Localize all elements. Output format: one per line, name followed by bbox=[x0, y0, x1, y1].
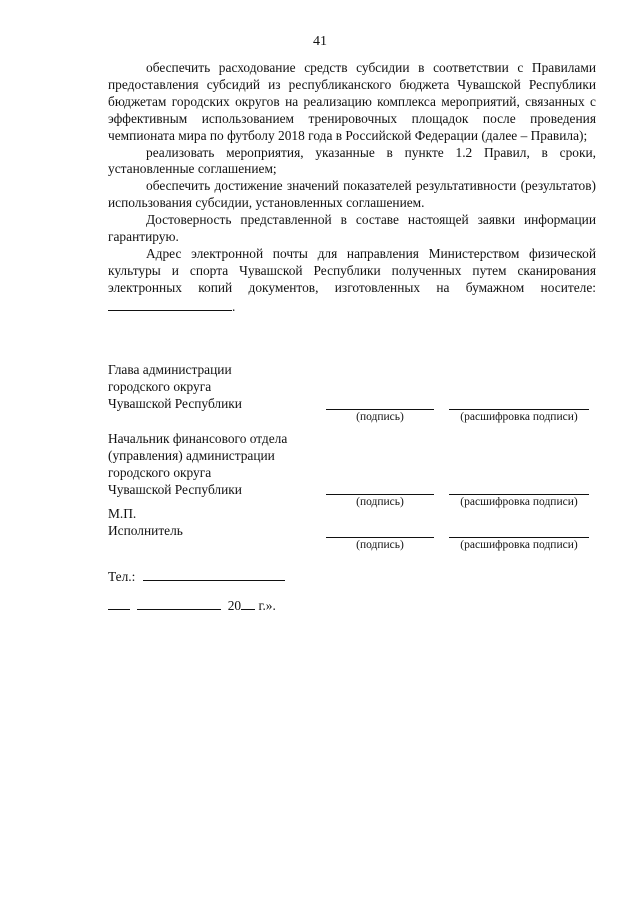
signature-block-finance bbox=[108, 431, 287, 499]
finance-signature-caption: (подпись) bbox=[356, 496, 404, 508]
executor-decode-caption: (расшифровка подписи) bbox=[460, 539, 578, 551]
finance-title-line: Чувашской Республики bbox=[108, 481, 242, 497]
date-line bbox=[108, 597, 276, 614]
finance-decode-line[interactable] bbox=[449, 494, 589, 495]
date-suffix: г.». bbox=[258, 598, 276, 613]
finance-signature-line[interactable] bbox=[326, 494, 434, 495]
paragraph-email-address: Адрес электронной почты для направления Министерством физической культуры и спорта Чувашской Республики полученных путем сканирования электронных копий документов, изготовленных на бумажном носителе: bbox=[108, 245, 596, 295]
paragraph-ensure-spending: обеспечить расходование средств субсидии в соответствии с Правилами предоставления субсидий из республиканского бюджета Чувашской Республики бюджетам городских округов на реализацию комплекса мероприятий, связанных с эффективным использованием тренировочных площадок после проведения чемпионата мира по футболу 2018 года в Российской Федерации (далее – Правила); bbox=[108, 60, 596, 143]
head-decode-caption: (расшифровка подписи) bbox=[460, 411, 578, 423]
page-number: 41 bbox=[313, 34, 327, 49]
executor-signature-line[interactable] bbox=[326, 537, 434, 538]
email-field-line bbox=[108, 298, 596, 316]
date-day-blank[interactable] bbox=[108, 597, 130, 610]
finance-title-line: Начальник финансового отдела bbox=[108, 431, 288, 446]
phone-label: Тел.: bbox=[108, 569, 136, 584]
email-blank-field[interactable] bbox=[108, 298, 232, 311]
phone-input[interactable] bbox=[143, 568, 285, 581]
signature-block-head bbox=[108, 362, 242, 413]
finance-decode-caption: (расшифровка подписи) bbox=[460, 496, 578, 508]
head-title-line: Глава администрации bbox=[108, 362, 232, 377]
email-end-period: . bbox=[232, 298, 236, 314]
finance-title-line: (управления) администрации bbox=[108, 447, 275, 463]
executor-label: Исполнитель bbox=[108, 522, 183, 538]
date-year-blank[interactable] bbox=[241, 597, 255, 610]
finance-title-line: городского округа bbox=[108, 464, 212, 480]
signature-block-executor bbox=[108, 506, 183, 540]
body-text bbox=[108, 60, 596, 316]
paragraph-reliability: Достоверность представленной в составе настоящей заявки информации гарантирую. bbox=[108, 212, 596, 245]
paragraph-ensure-indicators: обеспечить достижение значений показателей результативности (результатов) использования субсидии, установленных соглашением. bbox=[108, 178, 596, 211]
date-month-blank[interactable] bbox=[137, 597, 221, 610]
head-decode-line[interactable] bbox=[449, 409, 589, 410]
head-signature-line[interactable] bbox=[326, 409, 434, 410]
executor-decode-line[interactable] bbox=[449, 537, 589, 538]
head-title-line: городского округа bbox=[108, 378, 212, 394]
head-signature-caption: (подпись) bbox=[356, 411, 404, 423]
head-title-line: Чувашской Республики bbox=[108, 395, 242, 411]
stamp-place-label: М.П. bbox=[108, 506, 137, 521]
phone-line bbox=[108, 568, 285, 585]
date-year-prefix: 20 bbox=[227, 598, 242, 613]
executor-signature-caption: (подпись) bbox=[356, 539, 404, 551]
paragraph-implement-measures: реализовать мероприятия, указанные в пункте 1.2 Правил, в сроки, установленные соглашением; bbox=[108, 144, 596, 177]
